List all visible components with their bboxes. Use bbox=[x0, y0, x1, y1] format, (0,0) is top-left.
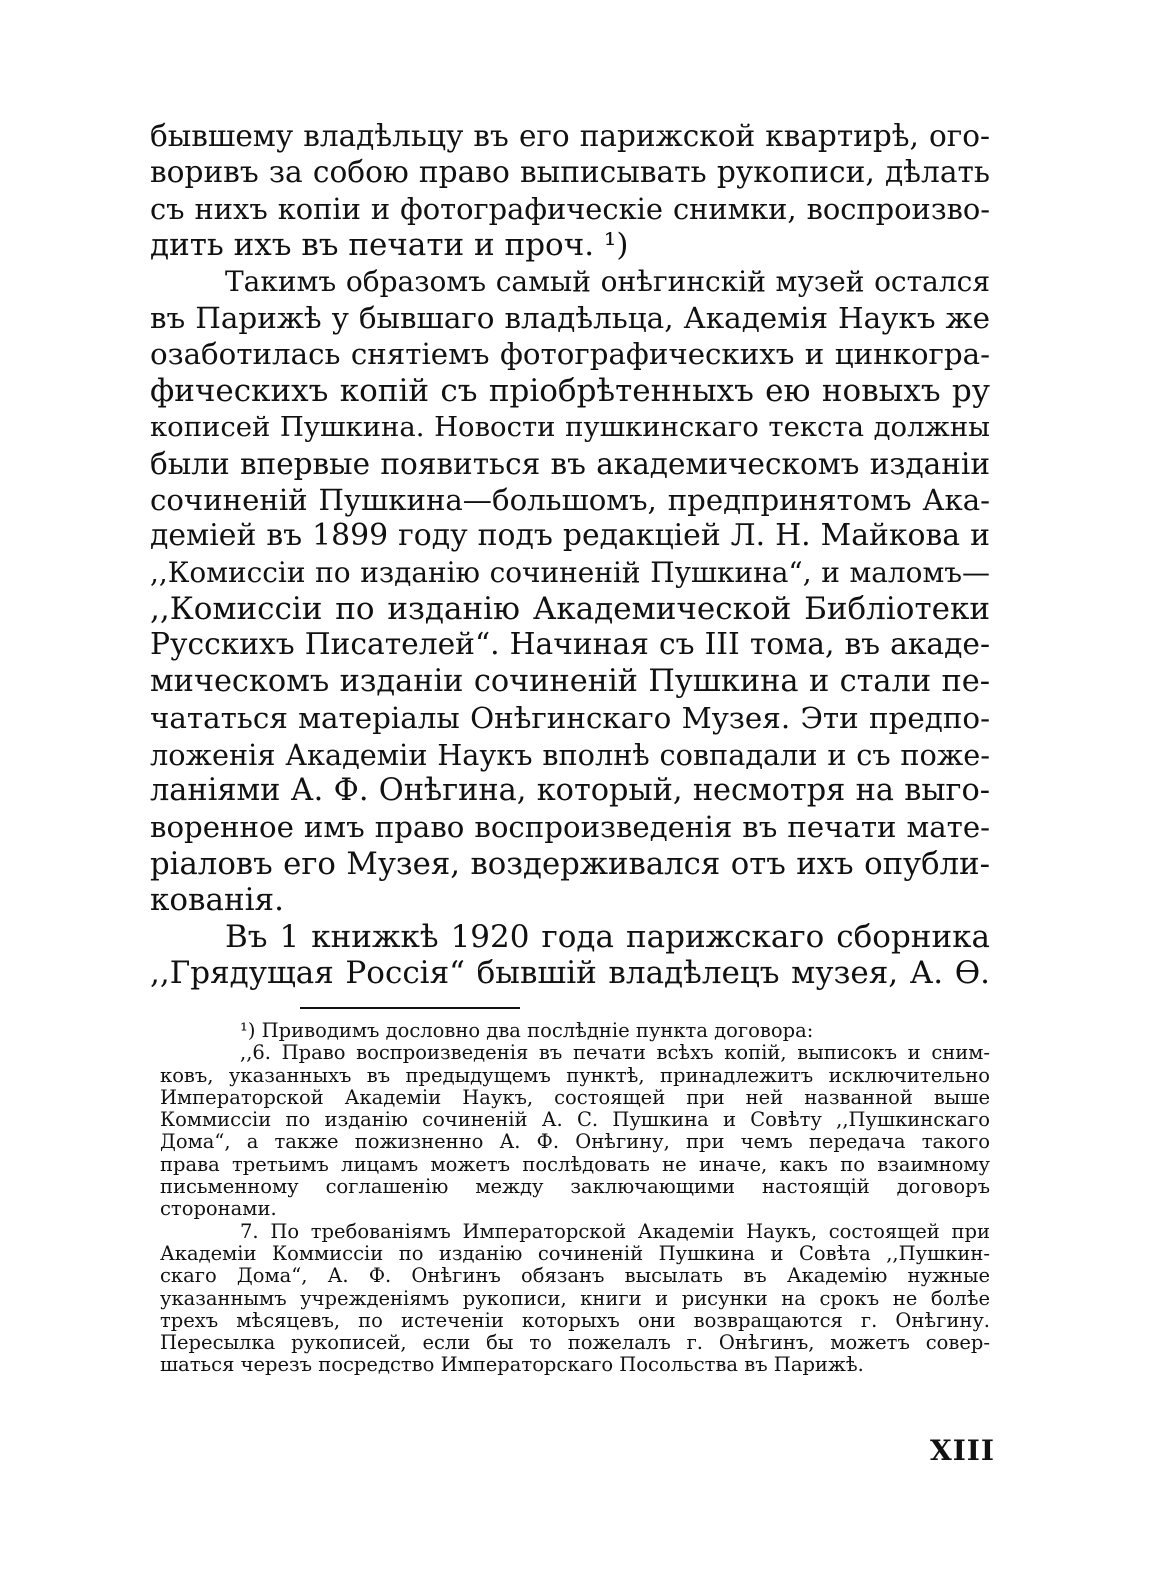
footnote-line: 7. По требованіямъ Императорской Академіи Наукъ, состоящей при bbox=[240, 1219, 990, 1243]
text-line: Такимъ образомъ самый онѣгинскій музей остался bbox=[225, 264, 990, 298]
footnote-line: письменному соглашенію между заключающими настоящій договоръ bbox=[160, 1175, 990, 1199]
text-line: бывшему владѣльцу въ его парижской квартирѣ, ого- bbox=[150, 119, 990, 153]
footnote-line: Коммиссіи по изданію сочиненій А. С. Пушкина и Совѣту ,,Пушкинскаго bbox=[160, 1108, 990, 1132]
text-line: дить ихъ въ печати и проч. ¹) bbox=[150, 227, 629, 264]
main-text bbox=[150, 118, 990, 991]
text-line: ложенія Академіи Наукъ вполнѣ совпадали и съ поже- bbox=[150, 737, 990, 772]
footnote-line: Академіи Коммиссіи по изданію сочиненій Пушкина и Совѣта ,,Пушкин- bbox=[160, 1241, 990, 1265]
footnote-divider bbox=[300, 1007, 520, 1009]
text-line: сочиненій Пушкина—большомъ, предпринятомъ Ака- bbox=[150, 482, 990, 517]
footnote-line: сторонами. bbox=[160, 1197, 277, 1221]
footnote-line: права третьимъ лицамъ можетъ послѣдовать не иначе, какъ по взаимному bbox=[160, 1152, 990, 1176]
footnote-line: Дома“, а также пожизненно А. Ф. Онѣгину, при чемъ передача такого bbox=[160, 1130, 990, 1154]
text-line: были впервые появиться въ академическомъ изданіи bbox=[150, 446, 990, 481]
text-line: воренное имъ право воспроизведенія въ печати мате- bbox=[150, 810, 990, 845]
footnote-line: скаго Дома“, А. Ф. Онѣгинъ обязанъ высылать въ Академію нужные bbox=[160, 1264, 990, 1288]
text-line: въ Парижѣ у бывшаго владѣльца, Академія Наукъ же bbox=[150, 300, 990, 335]
footnote-line: ,,6. Право воспроизведенія въ печати всѣхъ копій, выписокъ и сним- bbox=[240, 1041, 990, 1065]
footnotes bbox=[160, 1020, 990, 1377]
text-line: ,,Комиссіи по изданію сочиненій Пушкина“, и маломъ— bbox=[150, 555, 990, 589]
text-line: Русскихъ Писателей“. Начиная съ III тома, въ акаде- bbox=[150, 627, 990, 663]
footnote-line: указаннымъ учрежденіямъ рукописи, книги и рисунки на срокъ не болѣе bbox=[160, 1286, 990, 1310]
footnote-line: ковъ, указанныхъ въ предыдущемъ пунктѣ, принадлежитъ исключительно bbox=[160, 1063, 990, 1087]
text-line: фическихъ копій съ пріобрѣтенныхъ ею новыхъ ру bbox=[150, 372, 990, 409]
text-line: деміей въ 1899 году подъ редакціей Л. Н. Майкова и bbox=[150, 518, 990, 554]
text-line: ланіями А. Ф. Онѣгина, который, несмотря на выго- bbox=[150, 773, 990, 809]
footnote-line: шаться черезъ посредство Императорскаго Посольства въ Парижѣ. bbox=[160, 1353, 864, 1377]
footnote-line: ¹) Приводимъ дословно два послѣдніе пункта договора: bbox=[240, 1019, 814, 1042]
text-line: кованія. bbox=[150, 882, 284, 919]
text-line: ,,Грядущая Россія“ бывшій владѣлецъ музея, А. Ѳ. bbox=[150, 954, 990, 991]
text-line: ріаловъ его Музея, воздерживался отъ ихъ опубли- bbox=[150, 845, 990, 882]
text-line: кописей Пушкина. Новости пушкинскаго текста должны bbox=[150, 411, 990, 444]
footnote-line: Императорской Академіи Наукъ, состоящей при ней названной выше bbox=[160, 1085, 990, 1109]
footnote-line: Пересылка рукописей, если бы то пожелалъ г. Онѣгинъ, можетъ совер- bbox=[160, 1331, 990, 1355]
page-number: XIII bbox=[929, 1434, 995, 1467]
text-line: ,,Комиссіи по изданію Академической Библіотеки bbox=[150, 591, 990, 628]
text-line: чататься матеріалы Онѣгинскаго Музея. Эти предпо- bbox=[150, 701, 990, 736]
text-line: съ нихъ копіи и фотографическіе снимки, воспроизво- bbox=[150, 191, 990, 226]
text-line: Въ 1 книжкѣ 1920 года парижскаго сборника bbox=[225, 918, 990, 955]
text-line: озаботилась снятіемъ фотографическихъ и цинкогра- bbox=[150, 337, 990, 372]
text-line: мическомъ изданіи сочиненій Пушкина и стали пе- bbox=[150, 663, 990, 699]
text-line: воривъ за собою право выписывать рукописи, дѣлать bbox=[150, 155, 990, 190]
footnote-line: трехъ мѣсяцевъ, по истеченіи которыхъ они возвращаются г. Онѣгину. bbox=[160, 1308, 990, 1332]
